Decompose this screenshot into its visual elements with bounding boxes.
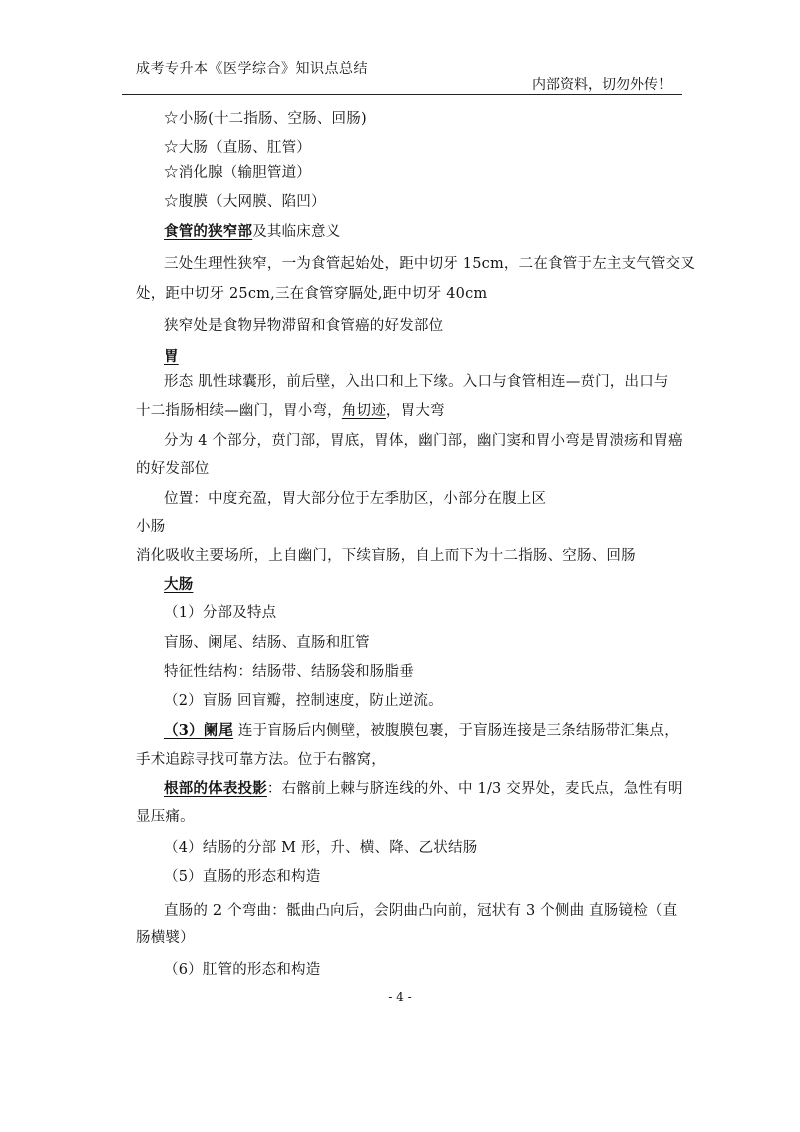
text-line: 消化吸收主要场所，上自幽门，下续盲肠，自上而下为十二指肠、空肠、回肠 [136, 548, 636, 564]
text-line: ☆小肠(十二指肠、空肠、回肠) [164, 111, 367, 127]
heading-rest: 及其临床意义 [252, 224, 341, 240]
text-line: （6）肛管的形态和构造 [164, 962, 321, 978]
section-heading-large-intestine: 大肠 [164, 576, 194, 593]
text-span: 连于盲肠后内侧壁，被腹膜包裹，于盲肠连接是三条结肠带汇集点， [233, 723, 679, 739]
text-line: 直肠的 2 个弯曲：骶曲凸向后，会阴曲凸向前，冠状有 3 个侧曲 直肠镜检（直 [164, 903, 678, 919]
text-line: 处，距中切牙 25cm,三在食管穿膈处,距中切牙 40cm [136, 286, 488, 302]
text-line: 肠横襞） [136, 930, 195, 946]
header-rule [122, 94, 682, 95]
text-span: 十二指肠相续—幽门，胃小弯， [136, 403, 342, 419]
text-line: 盲肠、阑尾、结肠、直肠和肛管 [164, 635, 370, 651]
text-line: 形态 肌性球囊形，前后壁，入出口和上下缘。入口与食管相连—贲门，出口与 [164, 374, 669, 390]
underlined-term: 角切迹 [341, 403, 386, 419]
header-note: 内部资料，切勿外传！ [532, 77, 672, 93]
text-line: 狭窄处是食物异物滞留和食管癌的好发部位 [164, 318, 444, 334]
text-line: ☆消化腺（输胆管道） [164, 165, 311, 181]
text-line: 显压痛。 [136, 809, 195, 825]
text-line: 位置：中度充盈，胃大部分位于左季肋区，小部分在腹上区 [164, 491, 547, 507]
text-line: （5）直肠的形态和构造 [164, 869, 321, 885]
text-span: ：右髂前上棘与脐连线的外、中 1/3 交界处，麦氏点，急性有明 [266, 781, 683, 797]
section-heading-stomach: 胃 [164, 348, 179, 365]
text-line: ☆大肠（直肠、肛管） [164, 140, 311, 156]
text-line: 小肠 [136, 519, 166, 535]
text-line [164, 777, 683, 798]
text-line: 的好发部位 [136, 461, 210, 477]
text-line: （4）结肠的分部 M 形，升、横、降、乙状结肠 [164, 840, 478, 856]
text-line: （1）分部及特点 [164, 605, 277, 621]
text-line: 手术追踪寻找可靠方法。位于右髂窝， [136, 752, 386, 768]
text-span: ，胃大弯 [385, 403, 445, 419]
header-title: 成考专升本《医学综合》知识点总结 [136, 61, 368, 77]
text-line: ☆腹膜（大网膜、陷凹） [164, 194, 326, 210]
text-line: （2）盲肠 回盲瓣，控制速度，防止逆流。 [164, 693, 443, 709]
text-line [164, 719, 679, 740]
text-line: 分为 4 个部分，贲门部，胃底，胃体，幽门部，幽门窦和胃小弯是胃溃疡和胃癌 [164, 433, 683, 449]
section-heading-esophagus [164, 220, 340, 241]
text-line: 特征性结构：结肠带、结肠袋和肠脂垂 [164, 664, 414, 680]
text-line: 三处生理性狭窄，一为食管起始处，距中切牙 15cm，二在食管于左主支气管交叉 [164, 256, 696, 272]
subheading-surface-projection: 根部的体表投影 [164, 780, 267, 797]
heading-bold: 食管的狭窄部 [164, 223, 253, 240]
subheading-appendix: （3）阑尾 [164, 722, 234, 739]
page-number: - 4 - [388, 990, 412, 1004]
text-line [136, 399, 445, 420]
